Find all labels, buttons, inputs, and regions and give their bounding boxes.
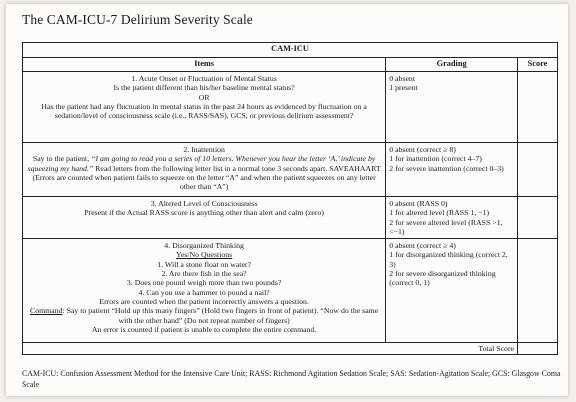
question: 2. Are there fish in the sea? [161,269,247,279]
error-line: An error is counted if patient is unable to complete the entire command. [91,325,317,335]
item-cell [23,143,386,197]
table-row [23,72,558,143]
item-title: 3. Altered Level of Consciousness [150,199,258,208]
total-label: Total Score [23,343,518,355]
command-body: : Say to patient “Hold up this many fingers” (Hold two fingers in front of patient). “Now do the same with the other hand” (Do not repeat number of fingers) [62,306,379,325]
item-title: 2. Inattention [183,145,225,154]
item-text: OR [198,92,210,102]
document-page [6,4,568,396]
say-suffix: Read letters from the following letter list in a normal tone 3 seconds apart. SAVEAHAART (Errors are counted when patient fails to squeeze on the letter “A” and when the patient squeezes on any letter other than “A”) [32,163,381,192]
cam-icu-table [22,42,558,355]
score-cell[interactable] [518,72,558,143]
question: 1. Will a stone float on water? [157,259,251,269]
score-cell[interactable] [518,239,558,343]
item-cell [23,197,386,239]
question: 4. Can you use a hammer to pound a nail? [138,287,270,297]
item-text: Present if the Actual RASS score is anything other than alert and calm (zero) [84,208,324,218]
score-cell[interactable] [518,143,558,197]
item-title: 4. Disorganized Thinking [164,241,244,250]
item-cell [23,239,386,343]
header-items: Items [23,58,386,72]
grading-option: 2 for severe inattention (correct 0–3) [389,163,504,173]
grading-cell [386,72,518,143]
item-cell [23,72,386,143]
table-row [23,143,558,197]
document-title: The CAM-ICU-7 Delirium Severity Scale [22,12,253,27]
grading-option: 0 absent (correct ≥ 4) [389,241,456,250]
item-text: Has the patient had any fluctuation in mental status in the past 24 hours as evidenced by fluctuation on a sedation/level of consciousness scale (i.e., RASS/SAS), GCS, or previous delirium assessment? [41,102,367,121]
command-text [26,306,382,325]
item-text: Is the patient different than his/her baseline mental status? [113,83,295,93]
grading-option: 2 for severe altered level (RASS >1, <−1) [389,217,503,237]
command-label: Command [30,306,63,316]
grading-option: 0 absent [389,74,416,83]
table-caption: CAM-ICU [23,43,558,58]
grading-cell [386,239,518,343]
footnote: CAM-ICU: Confusion Assessment Method for the Intensive Care Unit; RASS: Richmond Agitation Sedation Scale; SAS: Sedation-Agitation Scale; GCS: Glasgow Coma Scale [22,369,561,390]
say-prefix: Say to the patient, [32,154,92,164]
grading-cell [386,197,518,239]
item-text [26,154,382,191]
say-quote: “I am going to read you a series of 10 letters. Whenever you hear the letter ‘A,’ indicate by squeezing my hand.” [27,154,376,173]
grading-cell [386,143,518,197]
errors-note: Errors are counted when the patient incorrectly answers a question. [99,297,309,307]
grading-option: 0 absent (correct ≥ 8) [389,145,456,154]
grading-option: 0 absent (RASS 0) [389,199,448,208]
score-cell[interactable] [518,197,558,239]
header-grading: Grading [386,58,518,72]
grading-option: 1 for altered level (RASS 1, −1) [389,208,490,218]
grading-option: 2 for severe disorganized thinking (correct 0, 1) [389,269,496,288]
grading-option: 1 for disorganized thinking (correct 2, 3) [389,250,508,269]
total-score-cell[interactable] [518,343,558,355]
item-subheading: Yes/No Questions [176,250,233,260]
total-row [23,343,558,355]
question: 3. Does one pound weigh more than two pounds? [126,278,282,288]
table-row [23,197,558,239]
item-title: 1. Acute Onset or Fluctuation of Mental Status [131,74,277,83]
header-score: Score [518,58,558,72]
table-row [23,239,558,343]
grading-option: 1 for inattention (correct 4–7) [389,154,482,164]
grading-option: 1 present [389,83,418,93]
